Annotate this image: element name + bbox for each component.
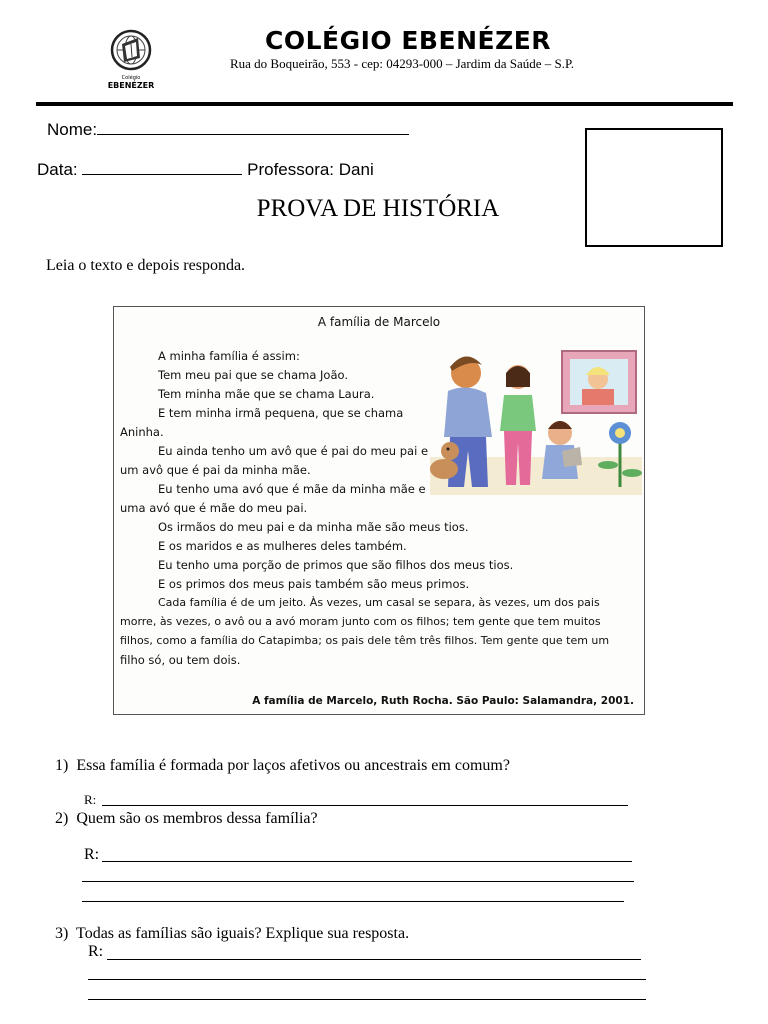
story-line: Aninha.	[120, 425, 164, 439]
story-line: E os maridos e as mulheres deles também.	[158, 539, 407, 553]
story-line: um avô que é pai da minha mãe.	[120, 463, 311, 477]
question-1	[55, 757, 510, 775]
story-line: morre, às vezes, o avô ou a avó moram junto com os filhos; tem gente que tem muitos	[120, 615, 601, 628]
answer-2-line[interactable]	[82, 881, 634, 882]
story-line: A minha família é assim:	[158, 349, 300, 363]
answer-2-label: R:	[84, 846, 100, 863]
question-3-number: 3)	[55, 925, 69, 942]
date-blank-line[interactable]	[82, 158, 242, 175]
story-title: A família de Marcelo	[317, 315, 441, 329]
answer-3-line[interactable]	[88, 979, 646, 980]
question-2	[55, 810, 318, 828]
story-line: Eu tenho uma porção de primos que são filhos dos meus tios.	[158, 558, 514, 572]
answer-3-label: R:	[88, 943, 104, 960]
instruction-text: Leia o texto e depois responda.	[46, 257, 246, 274]
story-line: uma avó que é mãe do meu pai.	[120, 501, 308, 515]
question-3-text: Todas as famílias são iguais? Explique sua resposta.	[76, 925, 410, 942]
name-field[interactable]	[47, 118, 409, 140]
answer-2-line[interactable]	[102, 861, 632, 862]
exam-title: PROVA DE HISTÓRIA	[256, 195, 500, 222]
school-address: Rua do Boqueirão, 553 - cep: 04293-000 – Jardim da Saúde – S.P.	[229, 56, 575, 71]
reading-text-box	[113, 306, 645, 715]
family-illustration	[430, 347, 642, 495]
grade-box[interactable]	[585, 128, 723, 247]
name-label: Nome:	[47, 120, 98, 139]
story-line: Tem minha mãe que se chama Laura.	[158, 387, 375, 401]
answer-1-label: R:	[84, 792, 97, 807]
story-line: Eu tenho uma avó que é mãe da minha mãe e	[158, 482, 426, 496]
date-field[interactable]	[37, 158, 374, 180]
story-line: Os irmãos do meu pai e da minha mãe são meus tios.	[158, 520, 469, 534]
date-label: Data:	[37, 160, 78, 179]
story-line: filhos, como a família do Catapimba; os pais dele têm três filhos. Tem gente que tem um	[120, 634, 610, 647]
name-blank-line[interactable]	[97, 118, 409, 135]
teacher-label: Professora: Dani	[247, 160, 374, 179]
school-name: COLÉGIO EBENÉZER	[264, 26, 552, 55]
logo-small-text: Colégio	[121, 75, 141, 81]
logo-name: EBENÉZER	[107, 81, 155, 90]
story-line: E tem minha irmã pequena, que se chama	[158, 406, 404, 420]
answer-3-line[interactable]	[107, 959, 641, 960]
question-3	[55, 925, 409, 943]
question-1-text: Essa família é formada por laços afetivos ou ancestrais em comum?	[76, 757, 510, 774]
question-2-text: Quem são os membros dessa família?	[76, 810, 318, 827]
story-line: Tem meu pai que se chama João.	[158, 368, 348, 382]
story-line: filho só, ou tem dois.	[120, 653, 241, 667]
story-line: Eu ainda tenho um avô que é pai do meu pai e	[158, 444, 429, 458]
story-line: E os primos dos meus pais também são meus primos.	[158, 577, 470, 591]
answer-2-line[interactable]	[82, 901, 624, 902]
header-divider	[36, 102, 733, 106]
answer-3-line[interactable]	[88, 999, 646, 1000]
question-1-number: 1)	[55, 757, 69, 774]
question-2-number: 2)	[55, 810, 69, 827]
answer-1-line[interactable]	[102, 805, 628, 806]
story-line: Cada família é de um jeito. Às vezes, um casal se separa, às vezes, um dos pais	[158, 596, 600, 609]
story-citation: A família de Marcelo, Ruth Rocha. São Paulo: Salamandra, 2001.	[252, 695, 634, 707]
